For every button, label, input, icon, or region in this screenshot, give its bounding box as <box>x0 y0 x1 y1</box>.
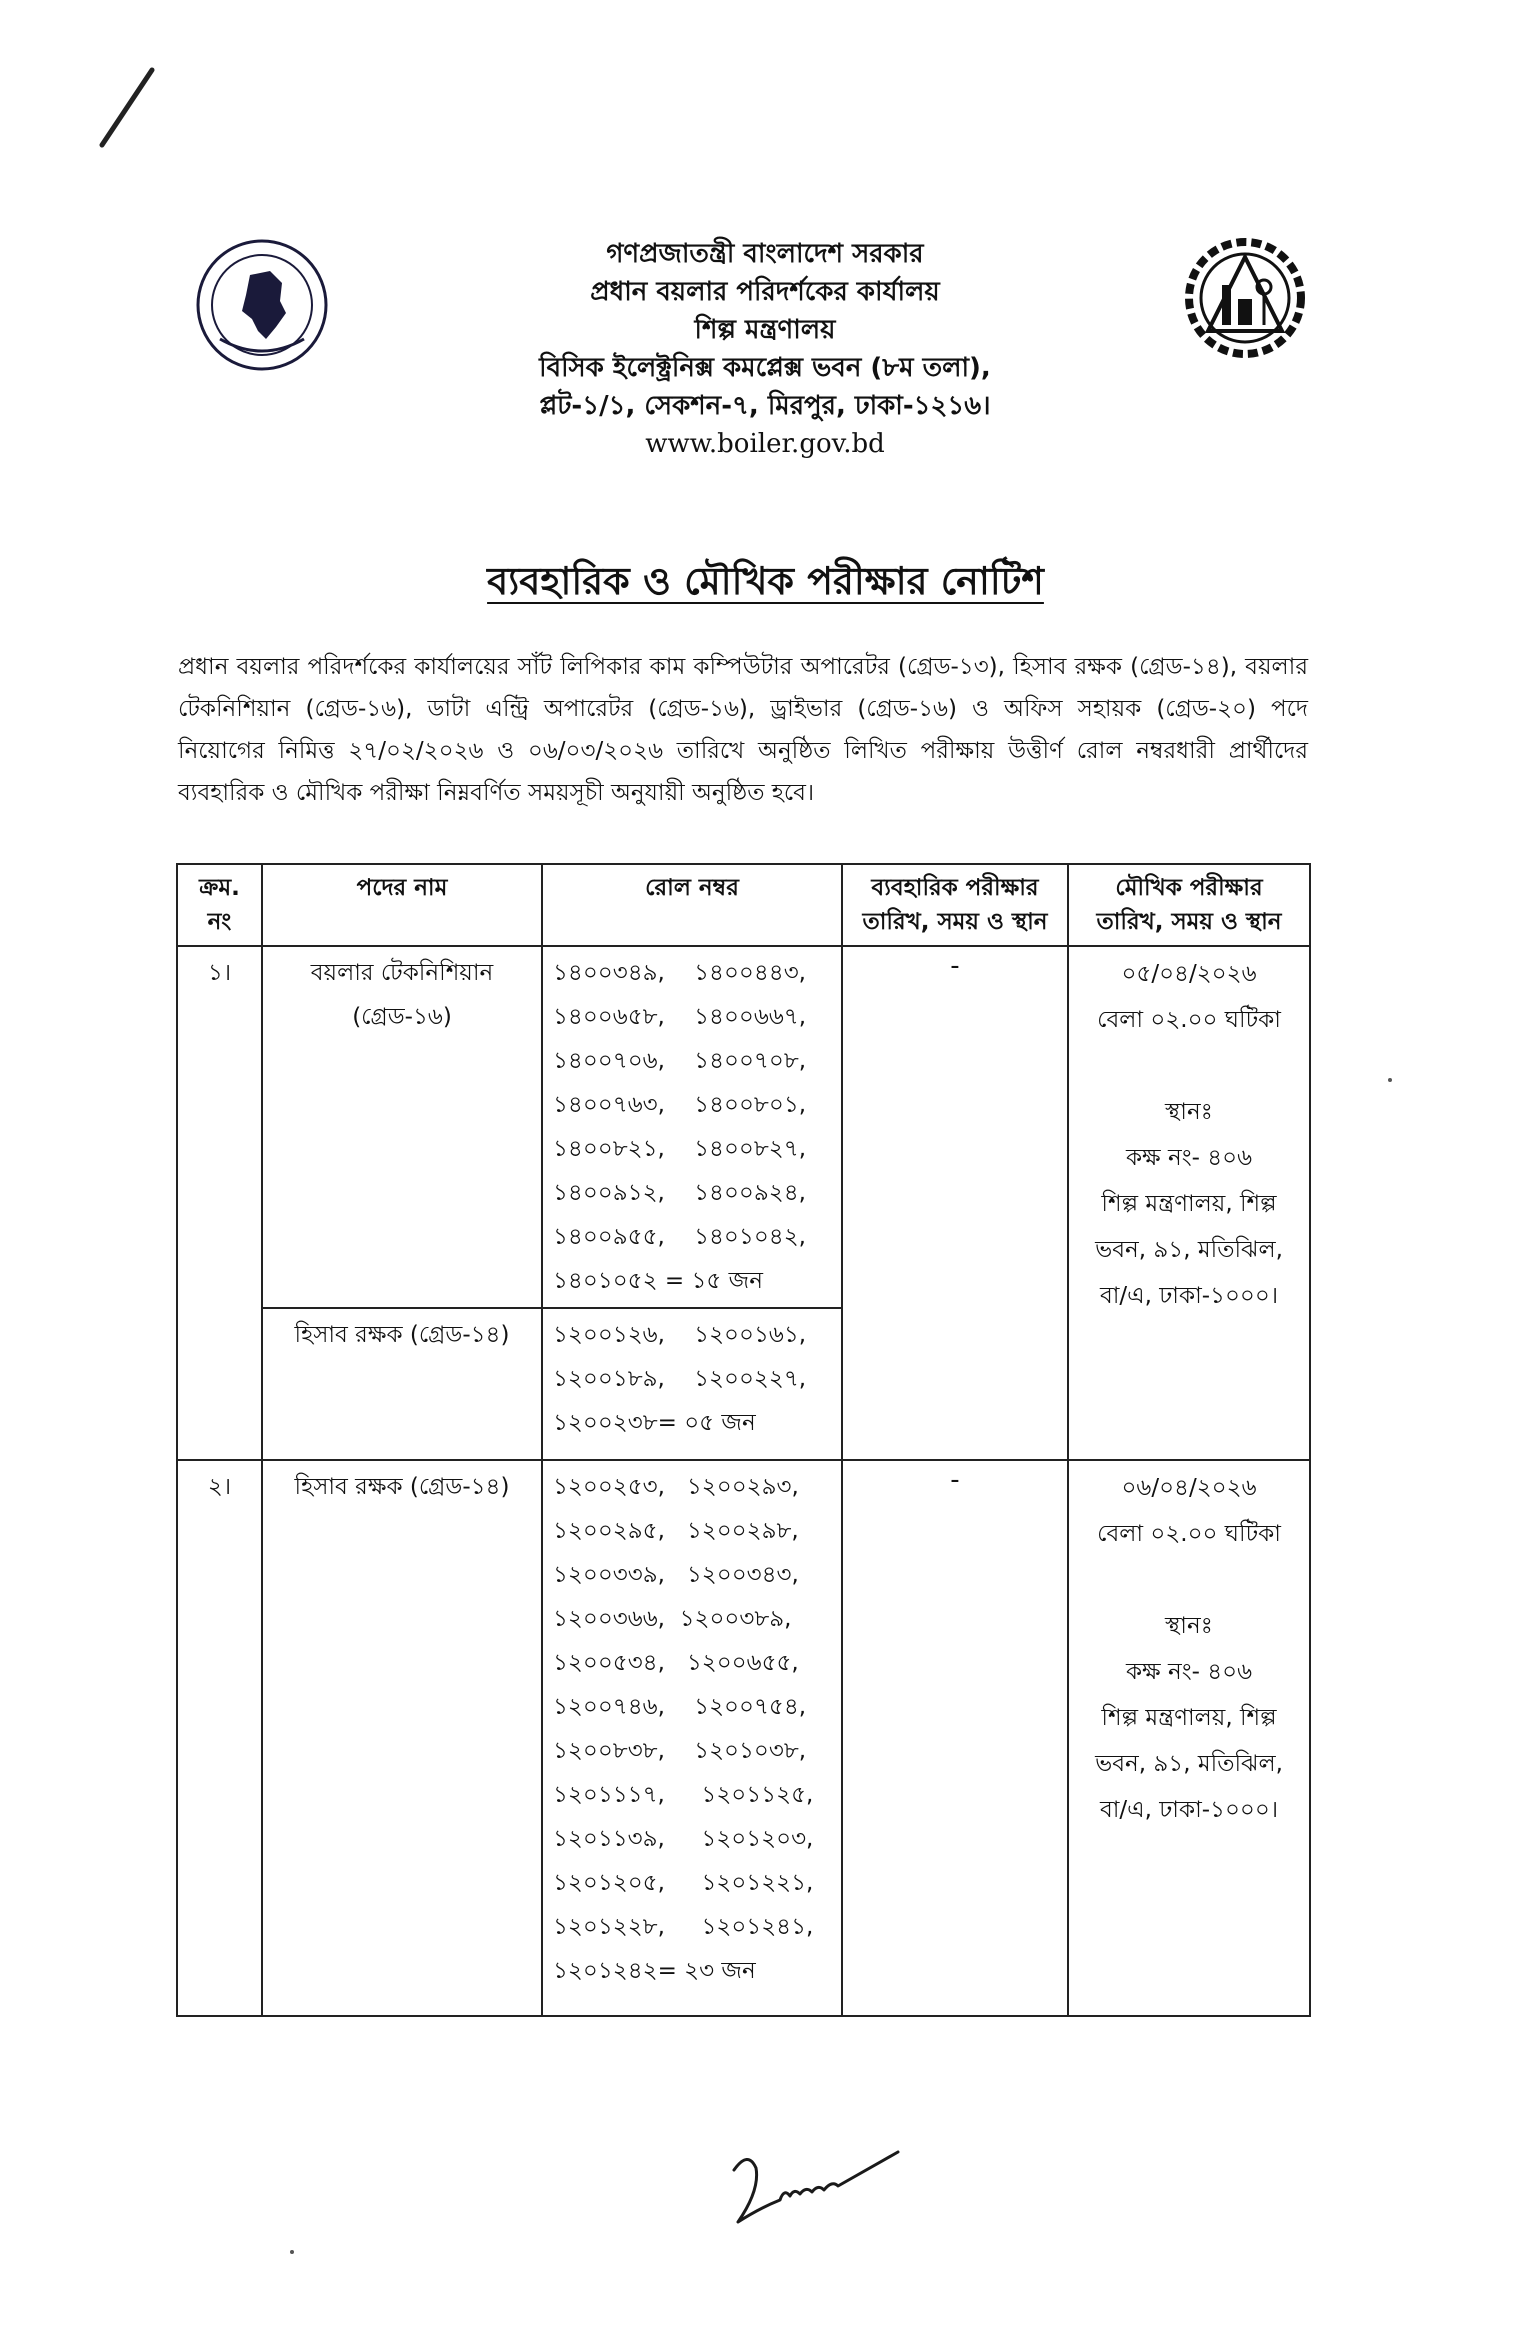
header-practical-line-2: তারিখ, সময় ও স্থান <box>862 909 1048 935</box>
venue-line: বা/এ, ঢাকা-১০০০। <box>1099 1283 1279 1309</box>
roll-line: ১২০১২৪২= ২৩ জন <box>553 1958 756 1984</box>
office-header <box>420 235 1110 463</box>
post-cell <box>262 946 542 1308</box>
exam-schedule-table <box>176 863 1311 2017</box>
viva-date: ০৬/০৪/২০২৬ <box>1121 1475 1257 1501</box>
intro-paragraph: প্রধান বয়লার পরিদর্শকের কার্যালয়ের সাঁট লিপিকার কাম কম্পিউটার অপারেটর (গ্রেড-১৩), হিসাব রক্ষক (গ্রেড-১৪), বয়লার টেকনিশিয়ান (গ্রেড-১৬), ডাটা এন্ট্রি অপারেটর (গ্রেড-১৬), ড্রাইভার (গ্রেড-১৬) ও অফিস সহায়ক (গ্রেড-২০) পদে নিয়োগের নিমিত্ত ২৭/০২/২০২৬ ও ০৬/০৩/২০২৬ তারিখে অনুষ্ঠিত লিখিত পরীক্ষায় উত্তীর্ণ রোল নম্বরধারী প্রার্থীদের ব্যবহারিক ও মৌখিক পরীক্ষা নিম্নবর্ণিত সময়সূচী অনুযায়ী অনুষ্ঠিত হবে। <box>178 654 1308 806</box>
viva-cell <box>1068 1460 1310 2016</box>
table-row <box>177 946 1310 1308</box>
header-serial-line-2: নং <box>207 909 232 935</box>
venue-room: কক্ষ নং- ৪০৬ <box>1125 1659 1253 1685</box>
serial-cell: ১। <box>177 946 262 1460</box>
roll-line: ১২০০৩৩৯, ১২০০৩৪৩, <box>553 1562 799 1588</box>
roll-line: ১২০১২০৫, ১২০১২২১, <box>553 1870 814 1896</box>
signature <box>720 2130 920 2230</box>
roll-line: ১২০০১২৬, ১২০০১৬১, <box>553 1322 807 1348</box>
roll-line: ১২০০১৮৯, ১২০০২২৭, <box>553 1366 807 1392</box>
header-practical-line-1: ব্যবহারিক পরীক্ষার <box>871 875 1039 901</box>
ministry-name: শিল্প মন্ত্রণালয় <box>694 315 836 345</box>
header-serial <box>177 864 262 946</box>
header-viva-line-1: মৌখিক পরীক্ষার <box>1115 875 1263 901</box>
roll-cell <box>542 1460 842 2016</box>
post-cell <box>262 1460 542 2016</box>
pen-slash-mark <box>92 60 192 160</box>
header-practical <box>842 864 1068 946</box>
website-link[interactable]: www.boiler.gov.bd <box>645 429 885 459</box>
venue-line: ভবন, ৯১, মতিঝিল, <box>1095 1237 1283 1263</box>
venue-line: ভবন, ৯১, মতিঝিল, <box>1095 1751 1283 1777</box>
stray-dot <box>1388 1078 1392 1082</box>
viva-time: বেলা ০২.০০ ঘটিকা <box>1097 1521 1281 1547</box>
post-cell <box>262 1308 542 1460</box>
notice-title <box>0 552 1531 616</box>
viva-time: বেলা ০২.০০ ঘটিকা <box>1097 1007 1281 1033</box>
roll-line: ১২০০৫৩৪, ১২০০৬৫৫, <box>553 1650 799 1676</box>
viva-date: ০৫/০৪/২০২৬ <box>1121 961 1257 987</box>
post-name: হিসাব রক্ষক (গ্রেড-১৪) <box>294 1474 510 1500</box>
roll-line: ১৪০০৯১২, ১৪০০৯২৪, <box>553 1180 806 1206</box>
header-serial-line-1: ক্রম. <box>199 875 240 901</box>
roll-line: ১২০১২২৮, ১২০১২৪১, <box>553 1914 814 1940</box>
venue-line: শিল্প মন্ত্রণালয়, শিল্প <box>1101 1191 1277 1217</box>
table-header-row <box>177 864 1310 946</box>
govt-name: গণপ্রজাতন্ত্রী বাংলাদেশ সরকার <box>606 239 924 269</box>
post-name: হিসাব রক্ষক (গ্রেড-১৪) <box>294 1322 510 1348</box>
post-grade: (গ্রেড-১৬) <box>352 1004 452 1030</box>
office-name: প্রধান বয়লার পরিদর্শকের কার্যালয় <box>590 277 940 307</box>
roll-line: ১৪০০৭৬৩, ১৪০০৮০১, <box>553 1092 807 1118</box>
roll-line: ১৪০০৭০৬, ১৪০০৭০৮, <box>553 1048 807 1074</box>
address-line: প্লট-১/১, সেকশন-৭, মিরপুর, ঢাকা-১২১৬। <box>539 391 991 421</box>
header-viva <box>1068 864 1310 946</box>
roll-line: ১২০০২৩৮= ০৫ জন <box>553 1410 756 1436</box>
roll-line: ১২০০৮৩৮, ১২০১০৩৮, <box>553 1738 807 1764</box>
header-roll: রোল নম্বর <box>542 864 842 946</box>
post-name: বয়লার টেকনিশিয়ান <box>310 960 494 986</box>
header-post: পদের নাম <box>262 864 542 946</box>
roll-line: ১২০০৭৪৬, ১২০০৭৫৪, <box>553 1694 807 1720</box>
roll-line: ১২০০৩৬৬, ১২০০৩৮৯, <box>553 1606 792 1632</box>
roll-line: ১৪০১০৫২ = ১৫ জন <box>553 1268 763 1294</box>
roll-line: ১২০১১৩৯, ১২০১২০৩, <box>553 1826 814 1852</box>
venue-line: বা/এ, ঢাকা-১০০০। <box>1099 1797 1279 1823</box>
government-seal-icon <box>192 235 332 375</box>
roll-line: ১৪০০৮২১, ১৪০০৮২৭, <box>553 1136 807 1162</box>
venue-room: কক্ষ নং- ৪০৬ <box>1125 1145 1253 1171</box>
roll-line: ১৪০০৩৪৯, ১৪০০৪৪৩, <box>553 960 806 986</box>
roll-cell <box>542 1308 842 1460</box>
roll-line: ১২০০২৫৩, ১২০০২৯৩, <box>553 1474 799 1500</box>
stray-dot <box>290 2250 294 2254</box>
table-row <box>177 1460 1310 2016</box>
roll-cell <box>542 946 842 1308</box>
notice-title-text: ব্যবহারিক ও মৌখিক পরীক্ষার নোটিশ <box>487 559 1044 603</box>
practical-cell: - <box>842 1460 1068 2016</box>
roll-line: ১৪০০৯৫৫, ১৪০১০৪২, <box>553 1224 806 1250</box>
roll-line: ১৪০০৬৫৮, ১৪০০৬৬৭, <box>553 1004 807 1030</box>
viva-cell <box>1068 946 1310 1460</box>
serial-cell: ২। <box>177 1460 262 2016</box>
boiler-office-logo-icon <box>1182 235 1308 361</box>
venue-label: স্থানঃ <box>1165 1099 1213 1125</box>
roll-line: ১২০১১১৭, ১২০১১২৫, <box>553 1782 814 1808</box>
roll-line: ১২০০২৯৫, ১২০০২৯৮, <box>553 1518 799 1544</box>
venue-label: স্থানঃ <box>1165 1613 1213 1639</box>
venue-line: শিল্প মন্ত্রণালয়, শিল্প <box>1101 1705 1277 1731</box>
header-viva-line-2: তারিখ, সময় ও স্থান <box>1096 909 1282 935</box>
building-line: বিসিক ইলেক্ট্রনিক্স কমপ্লেক্স ভবন (৮ম তলা), <box>539 353 991 383</box>
practical-cell: - <box>842 946 1068 1460</box>
